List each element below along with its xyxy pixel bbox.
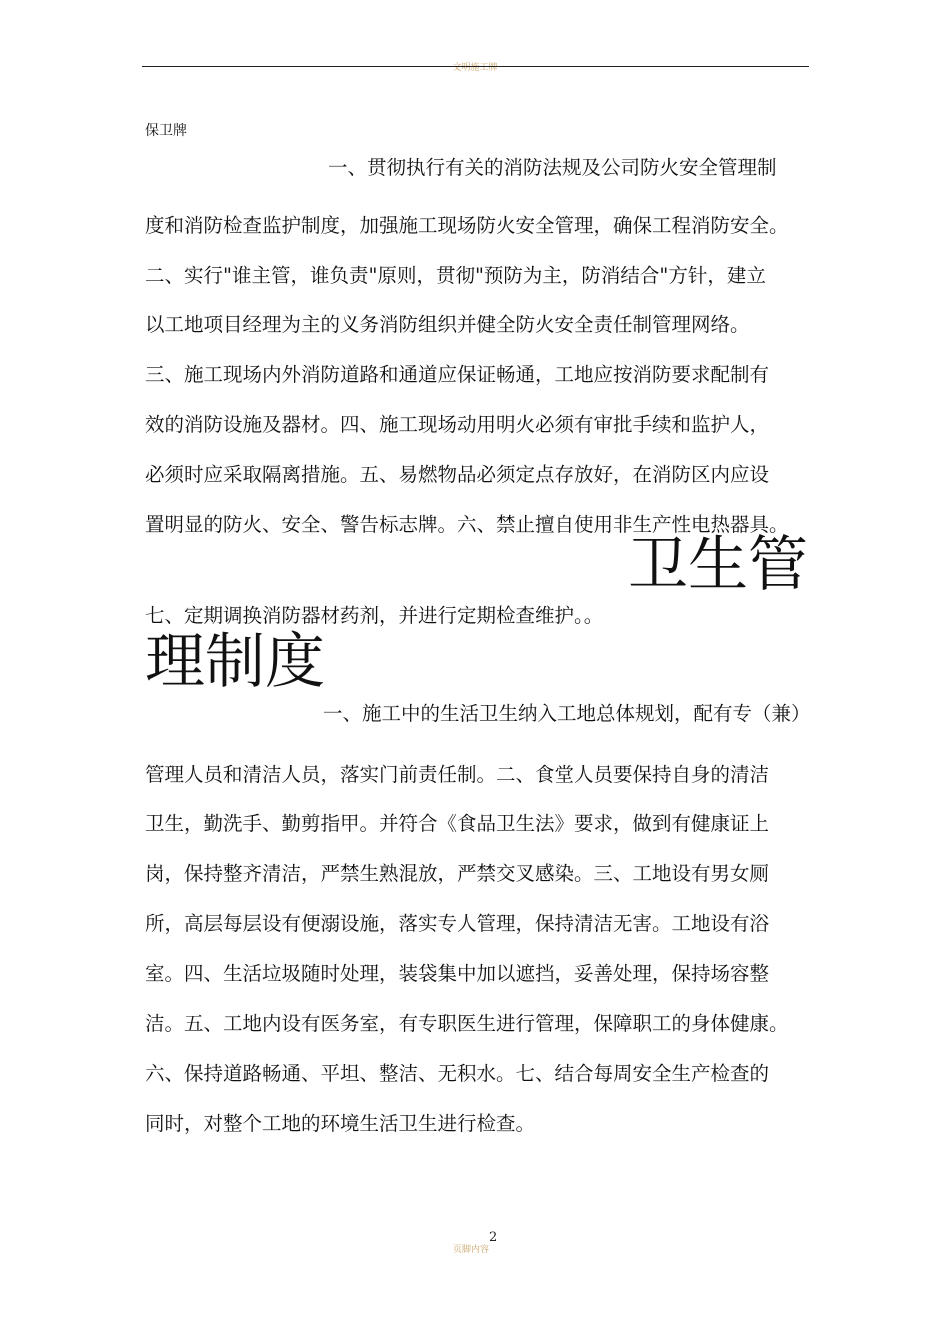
paragraph-line: 洁。五、工地内设有医务室，有专职医生进行管理，保障职工的身体健康。 xyxy=(145,1012,789,1035)
paragraph-line: 三、施工现场内外消防道路和通道应保证畅通，工地应按消防要求配制有 xyxy=(145,363,770,386)
paragraph-line: 管理人员和清洁人员，落实门前责任制。二、食堂人员要保持自身的清洁 xyxy=(145,763,770,786)
header-text: 文明施工牌 xyxy=(452,63,498,73)
paragraph-line: 效的消防设施及器材。四、施工现场动用明火必须有审批手续和监护人， xyxy=(145,413,770,436)
paragraph-line: 置明显的防火、安全、警告标志牌。六、禁止擅自使用非生产性电热器具。 xyxy=(145,513,789,536)
section-lead: 保卫牌 xyxy=(145,123,187,139)
section-heading-part2: 理制度 xyxy=(145,627,325,697)
paragraph-line: 一、施工中的生活卫生纳入工地总体规划，配有专（兼） xyxy=(323,702,811,725)
section-heading-part1: 卫生管 xyxy=(628,530,808,600)
header-rule xyxy=(142,66,809,67)
paragraph-line: 同时，对整个工地的环境生活卫生进行检查。 xyxy=(145,1112,536,1135)
paragraph-line: 以工地项目经理为主的义务消防组织并健全防火安全责任制管理网络。 xyxy=(145,313,750,336)
paragraph-line: 必须时应采取隔离措施。五、易燃物品必须定点存放好，在消防区内应设 xyxy=(145,463,770,486)
paragraph-line: 二、实行"谁主管，谁负责"原则，贯彻"预防为主，防消结合"方针，建立 xyxy=(145,264,766,287)
page-number: 2 xyxy=(489,1230,498,1245)
paragraph-line: 所，高层每层设有便溺设施，落实专人管理，保持清洁无害。工地设有浴 xyxy=(145,912,770,935)
paragraph-line: 七、定期调换消防器材药剂，并进行定期检查维护。。 xyxy=(145,604,604,627)
paragraph-line: 室。四、生活垃圾随时处理，装袋集中加以遮挡，妥善处理，保持场容整 xyxy=(145,962,770,985)
footer-text: 页脚内容 xyxy=(453,1245,490,1255)
paragraph-line: 岗，保持整齐清洁，严禁生熟混放，严禁交叉感染。三、工地设有男女厕 xyxy=(145,862,770,885)
paragraph-line: 度和消防检查监护制度，加强施工现场防火安全管理，确保工程消防安全。 xyxy=(145,214,789,237)
paragraph-line: 卫生，勤洗手、勤剪指甲。并符合《食品卫生法》要求，做到有健康证上 xyxy=(145,812,770,835)
paragraph-line: 一、贯彻执行有关的消防法规及公司防火安全管理制 xyxy=(328,156,777,179)
paragraph-line: 六、保持道路畅通、平坦、整洁、无积水。七、结合每周安全生产检查的 xyxy=(145,1062,770,1085)
